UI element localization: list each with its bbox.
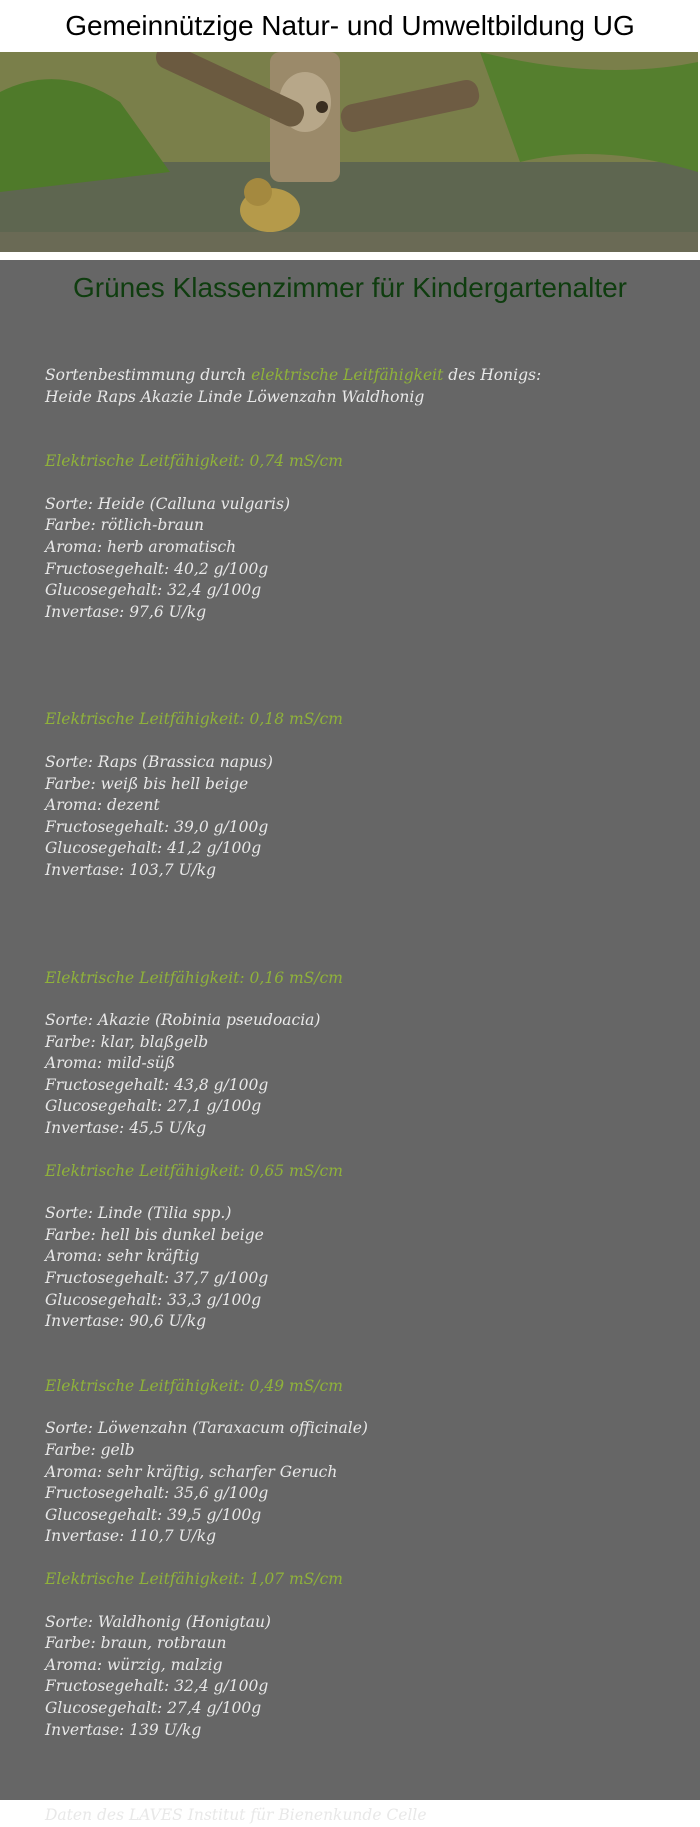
fructose-waldhonig: Fructosegehalt: 32,4 g/100g (45, 1677, 269, 1696)
glucose-raps: Glucosegehalt: 41,2 g/100g (45, 839, 262, 858)
sorte-waldhonig: Sorte: Waldhonig (Honigtau) (45, 1612, 271, 1631)
sorte-akazie: Sorte: Akazie (Robinia pseudoacia) (45, 1011, 321, 1030)
invertase-akazie: Invertase: 45,5 U/kg (45, 1119, 207, 1138)
invertase-raps: Invertase: 103,7 U/kg (45, 860, 217, 879)
fructose-linde: Fructosegehalt: 37,7 g/100g (45, 1269, 269, 1288)
glucose-linde: Glucosegehalt: 33,3 g/100g (45, 1290, 262, 1309)
fructose-akazie: Fructosegehalt: 43,8 g/100g (45, 1075, 269, 1094)
aroma-linde: Aroma: sehr kräftig (45, 1247, 200, 1266)
invertase-waldhonig: Invertase: 139 U/kg (45, 1720, 202, 1739)
data-source-footer: Daten des LAVES Institut für Bienenkunde Celle (45, 1806, 427, 1825)
invertase-heide: Invertase: 97,6 U/kg (45, 602, 207, 621)
aroma-akazie: Aroma: mild-süß (45, 1054, 176, 1073)
farbe-heide: Farbe: rötlich-braun (45, 516, 204, 535)
aroma-heide: Aroma: herb aromatisch (45, 537, 237, 556)
sorte-loewenzahn: Sorte: Löwenzahn (Taraxacum officinale) (45, 1419, 368, 1438)
invertase-loewenzahn: Invertase: 110,7 U/kg (45, 1527, 217, 1546)
glucose-waldhonig: Glucosegehalt: 27,4 g/100g (45, 1698, 262, 1717)
aroma-waldhonig: Aroma: würzig, malzig (45, 1655, 223, 1674)
intro-line (45, 365, 665, 387)
farbe-loewenzahn: Farbe: gelb (45, 1441, 135, 1459)
honey-content (45, 365, 665, 1827)
site-title: Gemeinnützige Natur- und Umweltbildung UG (65, 10, 635, 41)
aroma-loewenzahn: Aroma: sehr kräftig, scharfer Geruch (45, 1462, 338, 1481)
conductivity-link[interactable]: elektrische Leitfähigkeit (251, 366, 444, 384)
fructose-loewenzahn: Fructosegehalt: 35,6 g/100g (45, 1484, 269, 1503)
conductivity-akazie: Elektrische Leitfähigkeit: 0,16 mS/cm (45, 968, 343, 987)
sorte-heide: Sorte: Heide (Calluna vulgaris) (45, 494, 291, 513)
fructose-heide: Fructosegehalt: 40,2 g/100g (45, 559, 269, 578)
glucose-akazie: Glucosegehalt: 27,1 g/100g (45, 1097, 262, 1116)
intro-prefix: Sortenbestimmung durch (45, 366, 252, 384)
conductivity-raps: Elektrische Leitfähigkeit: 0,18 mS/cm (45, 710, 343, 729)
glucose-heide: Glucosegehalt: 32,4 g/100g (45, 581, 262, 600)
intro-suffix: des Honigs: (443, 366, 542, 384)
header-banner-image (0, 52, 698, 252)
page-title: Grünes Klassenzimmer für Kindergartenalter (72, 272, 627, 303)
sorte-raps: Sorte: Raps (Brassica napus) (45, 752, 273, 771)
aroma-raps: Aroma: dezent (45, 796, 160, 815)
farbe-waldhonig: Farbe: braun, rotbraun (45, 1634, 227, 1653)
glucose-loewenzahn: Glucosegehalt: 39,5 g/100g (45, 1505, 262, 1524)
fructose-raps: Fructosegehalt: 39,0 g/100g (45, 817, 269, 836)
conductivity-linde: Elektrische Leitfähigkeit: 0,65 mS/cm (45, 1161, 343, 1180)
invertase-linde: Invertase: 90,6 U/kg (45, 1312, 207, 1331)
farbe-linde: Farbe: hell bis dunkel beige (45, 1225, 264, 1244)
conductivity-loewenzahn: Elektrische Leitfähigkeit: 0,49 mS/cm (45, 1376, 343, 1395)
conductivity-waldhonig: Elektrische Leitfähigkeit: 1,07 mS/cm (45, 1569, 343, 1588)
farbe-akazie: Farbe: klar, blaßgelb (45, 1032, 209, 1051)
farbe-raps: Farbe: weiß bis hell beige (45, 774, 249, 793)
varieties-list: Heide Raps Akazie Linde Löwenzahn Waldhonig (45, 387, 425, 406)
sorte-linde: Sorte: Linde (Tilia spp.) (45, 1204, 232, 1223)
conductivity-heide: Elektrische Leitfähigkeit: 0,74 mS/cm (45, 452, 343, 471)
